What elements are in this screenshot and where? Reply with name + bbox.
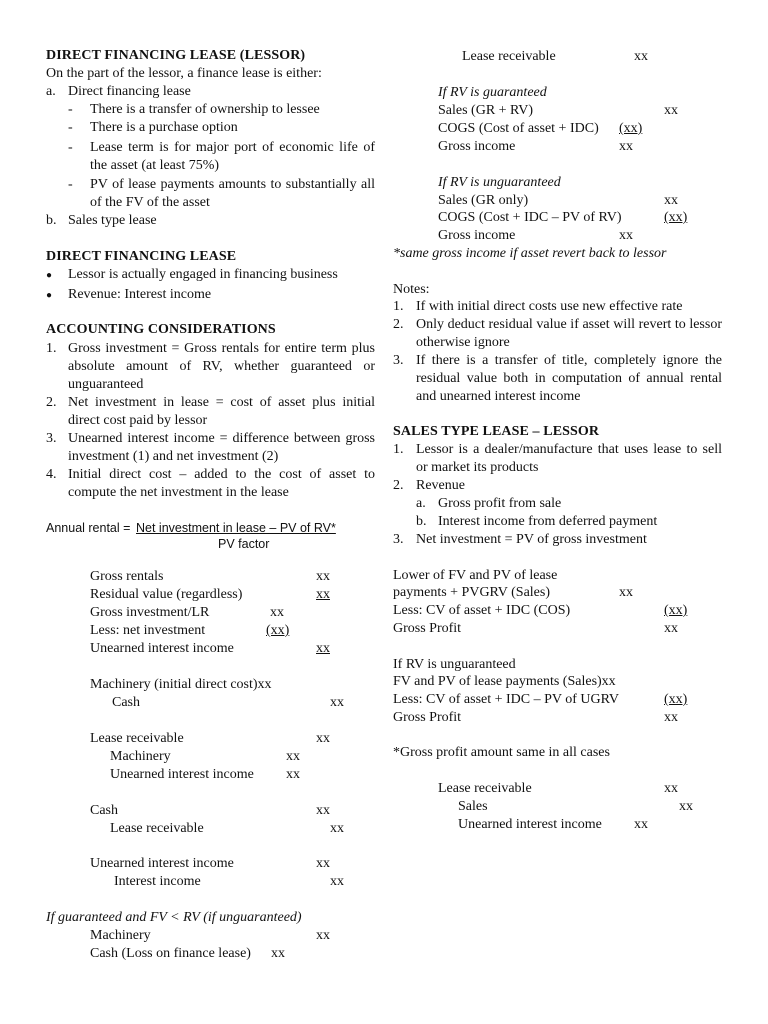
amount: xx [664,103,678,118]
amount: xx [316,731,330,746]
list-number: 2. [46,395,57,410]
je-debit-cash: Cash [90,803,118,818]
je-debit-machinery-2: Machinery [90,928,151,943]
amount: xx [634,817,648,832]
sales-type-item: Lessor is a dealer/manufacture that uses lease to sell or market its products [416,442,722,475]
list-marker-b: b. [46,213,57,228]
condition-item: PV of lease payments amounts to substantially all of the FV of the asset [90,177,375,210]
sales-gr-only: Sales (GR only) [438,193,529,208]
unearned-interest-label: Unearned interest income [90,641,234,656]
condition-item: There is a purchase option [90,120,238,135]
lower-fv-line1: Lower of FV and PV of lease [393,568,558,583]
heading-direct-financing-lease: DIRECT FINANCING LEASE [46,249,237,264]
less-net-investment-label: Less: net investment [90,623,206,638]
same-gross-income-note: *same gross income if asset revert back to lessor [393,246,667,261]
revenue-item: Interest income from deferred payment [438,514,658,529]
heading-sales-type-lease: SALES TYPE LEASE – LESSOR [393,424,600,439]
if-rv-unguaranteed-heading: If RV is unguaranteed [438,175,561,190]
amount: xx [286,749,300,764]
list-number: 1. [393,442,404,457]
list-number: 2. [393,478,404,493]
note-item: If there is a transfer of title, completely ignore the residual value both in computation of annual rental and unearned interest income [416,353,722,404]
dash-bullet: - [68,102,73,117]
amount: xx [634,49,648,64]
amount: (xx) [664,210,688,225]
je-debit-lease-receivable: Lease receivable [90,731,184,746]
gross-investment-label: Gross investment/LR [90,605,210,620]
amount: xx [330,821,344,836]
je-credit-lease-receivable: Lease receivable [110,821,204,836]
sales-type-item: Revenue [416,478,465,493]
condition-item: Lease term is for major port of economic life of the asset (at least 75%) [90,140,375,173]
list-number: 3. [393,532,404,547]
amount: xx [619,228,633,243]
amount: xx [271,946,285,961]
fv-pv-sales: FV and PV of lease payments (Sales)xx [393,674,616,689]
je-debit-machinery: Machinery (initial direct cost)xx [90,677,272,692]
dash-bullet: - [68,120,73,135]
amount: xx [664,193,678,208]
notes-title: Notes: [393,282,430,297]
amount: xx [679,799,693,814]
consideration-item: Unearned interest income = difference between gross investment (1) and net investment (2) [68,431,375,464]
list-number: 3. [393,353,404,368]
amount: xx [330,695,344,710]
list-marker-a: a. [46,84,56,99]
je-credit-sales: Sales [458,799,488,814]
intro-text: On the part of the lessor, a finance lease is either: [46,66,322,81]
bullet-dot: ● [46,290,53,301]
amount: xx [330,874,344,889]
je-credit-unearned-st: Unearned interest income [458,817,602,832]
amount: xx [270,605,284,620]
item-b-text: Sales type lease [68,213,157,228]
note-item: If with initial direct costs use new effective rate [416,299,683,314]
amount: xx [664,621,678,636]
amount: xx [619,585,633,600]
amount: xx [664,710,678,725]
gross-profit: Gross Profit [393,710,462,725]
bullet-item: Lessor is actually engaged in financing business [68,267,338,282]
amount: xx [316,587,330,602]
lower-fv-line2: payments + PVGRV (Sales) [393,585,551,600]
amount: xx [316,928,330,943]
heading-accounting-considerations: ACCOUNTING CONSIDERATIONS [46,322,276,337]
heading-direct-financing-lease-lessor: DIRECT FINANCING LEASE (LESSOR) [46,48,306,63]
cogs-cost-idc-pv-rv: COGS (Cost + IDC – PV of RV) [438,210,622,225]
amount: (xx) [266,623,290,638]
dash-bullet: - [68,177,73,192]
amount: xx [316,641,330,656]
consideration-item: Gross investment = Gross rentals for entire term plus absolute amount of RV, whether guaranteed or unguaranteed [68,341,375,392]
condition-item: There is a transfer of ownership to lessee [90,102,320,117]
je-credit-interest-income: Interest income [114,874,201,889]
less-cv-ugrv: Less: CV of asset + IDC – PV of UGRV [393,692,619,707]
lease-receivable-top: Lease receivable [462,49,556,64]
list-number: 2. [393,317,404,332]
list-number: 3. [46,431,57,446]
gross-profit: Gross Profit [393,621,462,636]
item-a-text: Direct financing lease [68,84,191,99]
je-debit-unearned: Unearned interest income [90,856,234,871]
sales-type-item: Net investment = PV of gross investment [416,532,647,547]
gross-income: Gross income [438,139,516,154]
gross-rentals-label: Gross rentals [90,569,164,584]
amount: xx [316,856,330,871]
consideration-item: Initial direct cost – added to the cost of asset to compute the net investment in the lease [68,467,375,500]
amount: xx [286,767,300,782]
if-rv-unguaranteed-2: If RV is unguaranteed [393,657,516,672]
amount: xx [619,139,633,154]
cogs-cost-idc: COGS (Cost of asset + IDC) [438,121,599,136]
annual-rental-denominator: PV factor [218,537,270,551]
bullet-item: Revenue: Interest income [68,287,212,302]
amount: xx [316,569,330,584]
amount: (xx) [664,692,688,707]
dash-bullet: - [68,140,73,155]
list-number: 1. [393,299,404,314]
amount: xx [664,781,678,796]
gross-profit-note: *Gross profit amount same in all cases [393,745,610,760]
amount: (xx) [619,121,643,136]
annual-rental-numerator: Net investment in lease – PV of RV* [136,521,336,535]
annual-rental-label: Annual rental = [46,521,131,535]
note-item: Only deduct residual value if asset will revert to lessor otherwise ignore [416,317,722,350]
if-guaranteed-heading: If guaranteed and FV < RV (if unguaranteed) [46,910,302,925]
if-rv-guaranteed-heading: If RV is guaranteed [438,85,547,100]
je-credit-machinery: Machinery [110,749,171,764]
list-number: 4. [46,467,57,482]
je-credit-cash-loss: Cash (Loss on finance lease) [90,946,251,961]
amount: xx [316,803,330,818]
list-number: 1. [46,341,57,356]
je-credit-cash: Cash [112,695,140,710]
less-cv-cos: Less: CV of asset + IDC (COS) [393,603,571,618]
bullet-dot: ● [46,270,53,281]
revenue-item: Gross profit from sale [438,496,562,511]
consideration-item: Net investment in lease = cost of asset plus initial direct cost paid by lessor [68,395,375,428]
gross-income: Gross income [438,228,516,243]
list-letter: b. [416,514,427,529]
residual-value-label: Residual value (regardless) [90,587,243,602]
sales-gr-rv: Sales (GR + RV) [438,103,534,118]
list-letter: a. [416,496,426,511]
amount: (xx) [664,603,688,618]
je-debit-lease-receivable-st: Lease receivable [438,781,532,796]
je-credit-unearned: Unearned interest income [110,767,254,782]
